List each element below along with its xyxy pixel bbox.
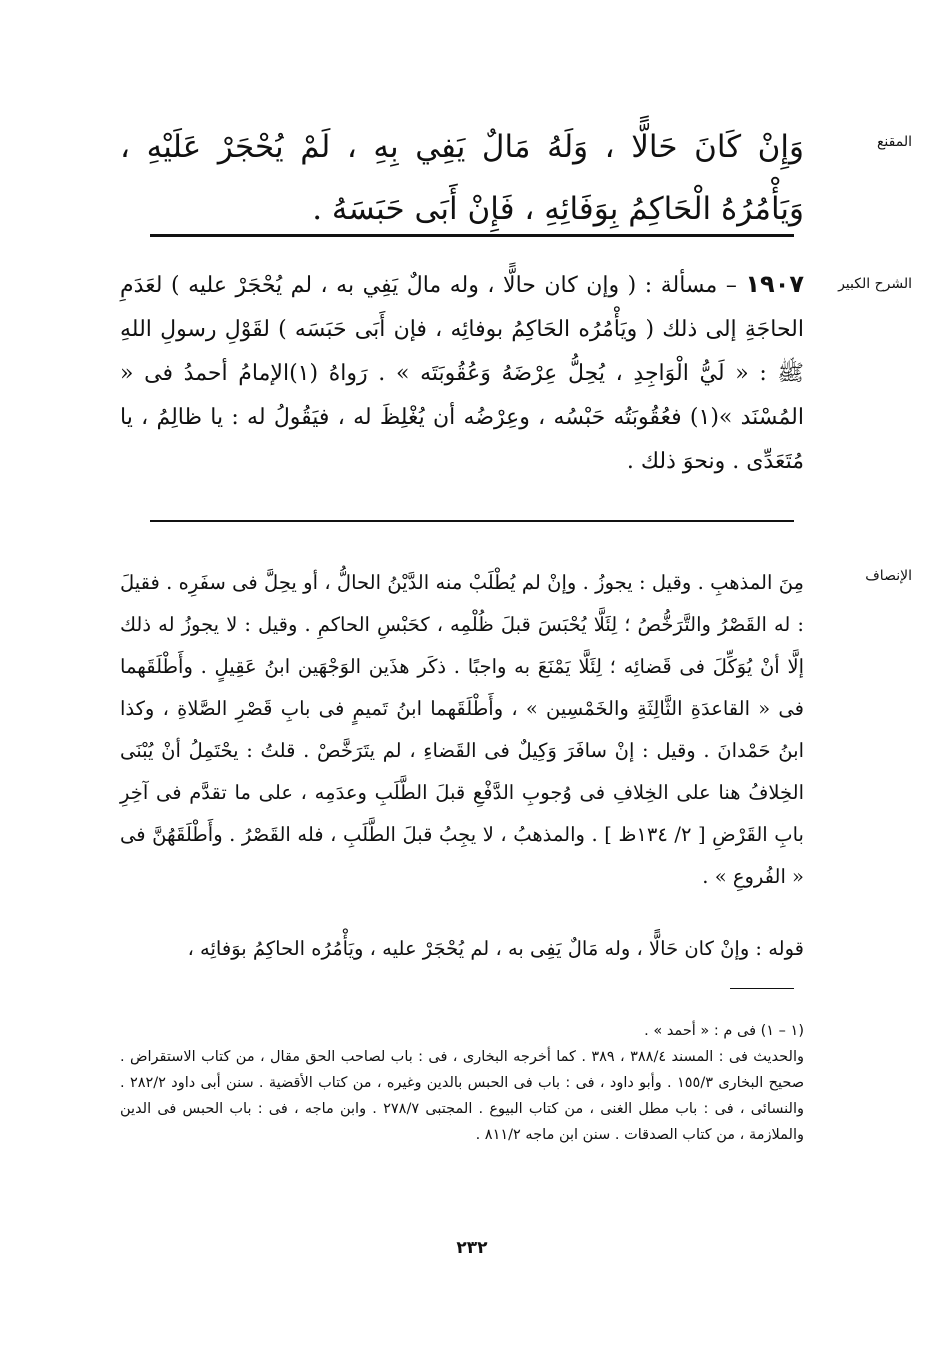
sharh-text: – مسألة : ( وإن كان حالًّا ، وله مالٌ يَفِي به ، لم يُحْجَرْ عليه ) لعَدَمِ الحاجَةِ إلى ذلك ( ويَأْمُرُه الحَاكِمُ بوفائِه ، فإن أَبَى حَبَسَه ) لقَوْلِ رسولِ اللهِ ﷺ : « لَيُّ الْوَاجِدِ ، يُحِلُّ عِرْضَهُ وَعُقُوبَتَه » . رَواهُ (١)الإمامُ أحمدُ فى « المُسْنَد »(١) فعُقُوبَتُه حَبْسُه ، وعِرْضُه أن يُغْلِظَ له ، فيَقُولُ له : يا ظالِمُ ، يا مُتَعَدِّى . ونحوَ ذلك . (120, 273, 804, 474)
issue-number: ١٩٠٧ (745, 270, 804, 298)
label-sharh: الشرح الكبير (838, 276, 912, 292)
footnote-divider (730, 988, 794, 989)
qawluh-text: قوله : وإنْ كان حَالًّا ، وله مَالٌ يَفِى به ، لم يُحْجَرْ عليه ، ويَأْمُرُه الحاكِمُ بوَفائِه ، (187, 937, 804, 960)
sharh-text-block (120, 262, 804, 484)
muqni-text-block (120, 116, 804, 240)
footnote-1: (١ – ١) فى م : « أحمد » . (644, 1023, 804, 1039)
insaf-text-block (120, 562, 804, 898)
sharh-paragraph (120, 262, 804, 484)
footnote-2: والحديث فى : المسند ٣٨٨/٤ ، ٣٨٩ . كما أخرجه البخارى ، فى : باب لصاحب الحق مقال ، من كتاب الاستقراض . صحيح البخارى ١٥٥/٣ . وأبو داود ، فى : باب فى الحبس بالدين وغيره ، من كتاب الأقضية . سنن أبى داود ٢٨٢/٢ . والنسائى ، فى : باب مطل الغنى ، من كتاب البيوع . المجتبى ٢٧٨/٧ . وابن ماجه ، فى : باب الحبس فى الدين والملازمة ، من كتاب الصدقات . سنن ابن ماجه ٨١١/٢ . (120, 1049, 805, 1143)
divider-thin (150, 520, 794, 522)
insaf-text: مِنَ المذهبِ . وقيل : يجوزُ . وإنْ لم يُطْلَبْ منه الدَّيْنُ الحالُّ ، أو يحِلَّ فى سفَرِه . فقيلَ : له القَصْرُ والتَّرَخُّصُ ؛ لِئَلَّا يُحْبَسَ قبلَ ظُلْمِه ، كحَبْسِ الحاكمِ . وقيل : لا يجوزُ له ذلك إلَّا أنْ يُوَكِّلَ فى قَضائِه ؛ لِئَلَّا يَمْنَعَ به واجبًا . ذكَر هذَين الوَجْهَين ابنُ عَقِيلٍ . وأَطْلَقَهما فى « القاعدَةِ الثَّالِثَةِ والخَمْسِين » ، وأَطْلَقَهما ابنُ تَميمٍ فى بابِ قَصْرِ الصَّلاةِ ، وكذا ابنُ حَمْدانَ . وقيل : إنْ سافَرَ وَكِيلٌ فى القَضاءِ ، لم يتَرَخَّصْ . قلتُ : يحْتَمِلُ أنْ يُبْنَى الخِلافُ هنا على الخِلافِ فى وُجوبِ الدَّفْعِ قبلَ الطَّلَبِ وعدَمِه ، على ما تقدَّم فى آخِرِ بابِ القَرْضِ [ ٢/ ١٣٤ظ ] . والمذهبُ ، لا يجِبُ قبلَ الطَّلَبِ ، فله القَصْرُ . وأَطْلَقَهُنَّ فى « الفُروعِ » . (120, 571, 804, 888)
divider-thick (150, 234, 794, 237)
page-number: ٢٣٢ (456, 1238, 488, 1258)
qawluh-text-block (120, 928, 804, 970)
footnotes (120, 1018, 804, 1148)
muqni-text: وَإِنْ كَانَ حَالًّا ، وَلَهُ مَالٌ يَفِي بِهِ ، لَمْ يُحْجَرْ عَلَيْهِ ، وَيَأْمُرُهُ الْحَاكِمُ بِوَفَائِهِ ، فَإِنْ أَبَى حَبَسَهُ . (120, 129, 804, 227)
label-muqni: المقنع (876, 134, 912, 150)
label-insaf: الإنصاف (865, 568, 912, 584)
